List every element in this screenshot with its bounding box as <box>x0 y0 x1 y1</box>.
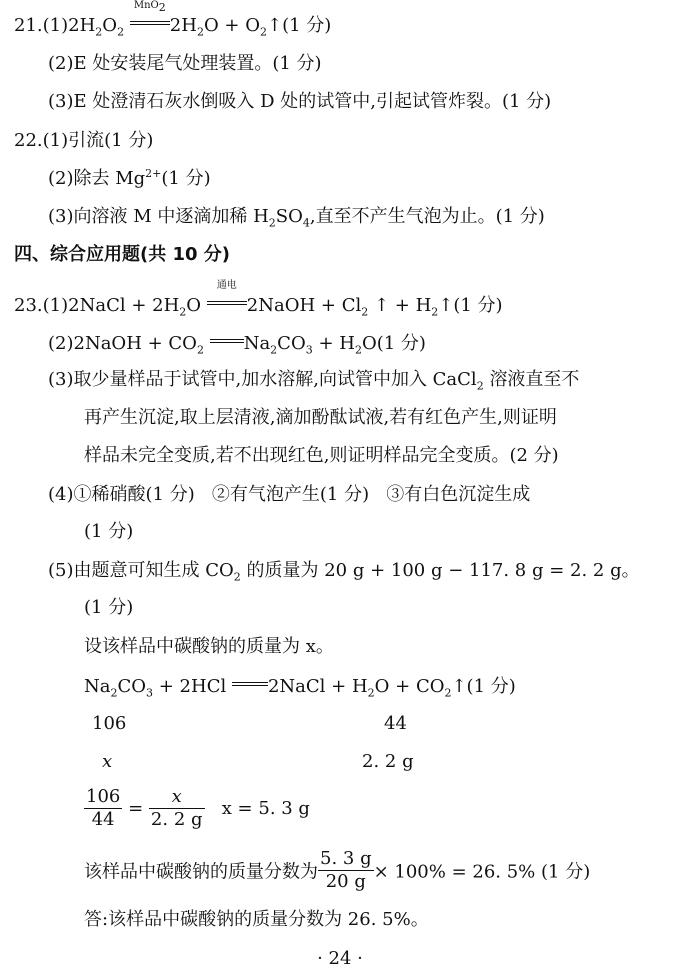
q23-part5-assumption: 设该样品中碳酸钠的质量为 x。 <box>84 636 334 657</box>
reaction-arrow <box>210 330 244 349</box>
q23-part4-line2: (1 分) <box>84 521 134 542</box>
final-answer: 答:该样品中碳酸钠的质量分数为 26. 5%。 <box>84 909 429 930</box>
q21-part3: (3)E 处澄清石灰水倒吸入 D 处的试管中,引起试管炸裂。(1 分) <box>48 91 552 112</box>
electrolysis-arrow: 通电 <box>207 292 247 311</box>
q23-part3-line2: 再产生沉淀,取上层清液,滴加酚酞试液,若有红色产生,则证明 <box>84 407 557 428</box>
q23-part3-line3: 样品未完全变质,若不出现红色,则证明样品完全变质。(2 分) <box>84 445 559 466</box>
mass-fraction-calc: 该样品中碳酸钠的质量分数为 $\frac{5. 3 g}{20 g}$ × 100% = 26. 5% (1 分) <box>84 848 591 892</box>
molar-mass-right: 44 <box>384 713 407 734</box>
q23-part1: 23.(1)2NaCl + $2H_2O$ 通电 2NaOH + $Cl_2$ ↑ + $H_2↑(1$ 分) <box>14 280 503 319</box>
q23-part3-line1: (3)取少量样品于试管中,加水溶解,向试管中加入 CaCl$_2$ 溶液直至不 <box>48 369 580 393</box>
q22-part2: (2)除去 $Mg^{2+}(1$ 分) <box>48 167 211 189</box>
q22-part1: 22.(1)引流(1 分) <box>14 130 154 151</box>
molar-mass-left: 106 <box>92 713 127 734</box>
q22-part3: (3)向溶液 M 中逐滴加稀 $H_2SO_4$,直至不产生气泡为止。(1 分) <box>48 206 545 230</box>
q23-part5-line1: (5)由题意可知生成 $CO_2$ 的质量为 20 g + 100 g − 117. 8 g = 2. 2 g。 <box>48 560 640 584</box>
q21-part2: (2)E 处安装尾气处理装置。(1 分) <box>48 53 322 74</box>
q21-part1: $21.(1)2H_2O_2$ MnO$_2$ $2H_2O$ + $O_2↑(1$ 分) <box>14 0 332 39</box>
q23-equation: $Na_2CO_3 + 2HCl$ 2NaCl + $H_2O$ + $CO_2↑(1$ 分) <box>84 673 516 699</box>
q23-part4-line1: (4)①稀硝酸(1 分) ②有气泡产生(1 分) ③有白色沉淀生成 <box>48 484 531 505</box>
q23-part5-line2: (1 分) <box>84 597 134 618</box>
reaction-arrow <box>232 673 268 692</box>
q23-part2: (2)2NaOH + $CO_2$ $Na_2CO_3 + H_2O(1$ 分) <box>48 330 426 356</box>
mass-unknown: x <box>102 751 113 772</box>
reaction-condition-arrow: MnO$_2$ <box>130 12 170 31</box>
page-number: · 24 · <box>317 948 363 969</box>
section-heading: 四、综合应用题(共 10 分) <box>14 244 231 265</box>
fraction-right: $\frac{x}{2. 2 g}$ <box>150 786 203 830</box>
fraction-left: $\frac{106}{44}$ <box>86 786 121 830</box>
mass-known: 2. 2 g <box>362 751 414 772</box>
proportion-equation: $\frac{106}{44}$ = $\frac{x}{2. 2 g}$ x = 5. 3 g <box>86 786 310 830</box>
fraction-percent: $\frac{5. 3 g}{20 g}$ <box>320 848 372 892</box>
